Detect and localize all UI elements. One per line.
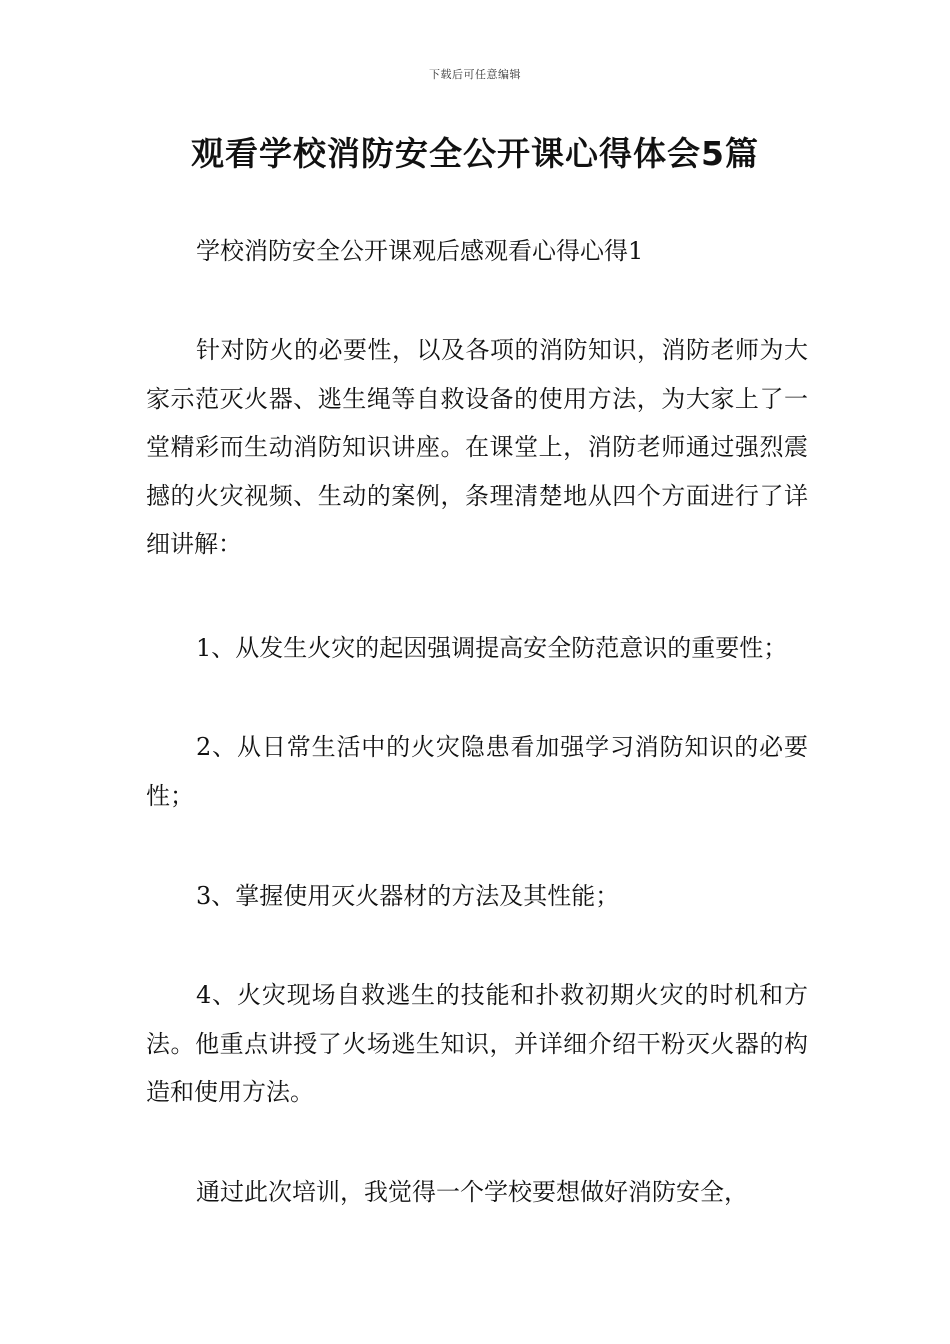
list-item-2: 2、从日常生活中的火灾隐患看加强学习消防知识的必要性； <box>146 733 808 810</box>
list-item-1: 1、从发生火灾的起因强调提高安全防范意识的重要性； <box>196 634 788 662</box>
list-item-4: 4、火灾现场自救逃生的技能和扑救初期火灾的时机和方法。他重点讲授了火场逃生知识，并详细介绍干粉灭火器的构造和使用方法。 <box>146 981 808 1106</box>
document-title: 观看学校消防安全公开课心得体会5篇 <box>191 134 759 173</box>
section-subtitle: 学校消防安全公开课观后感观看心得心得1 <box>196 237 644 265</box>
list-item-3: 3、掌握使用灭火器材的方法及其性能； <box>196 882 620 910</box>
paragraph-intro: 针对防火的必要性，以及各项的消防知识，消防老师为大家示范灭火器、逃生绳等自救设备的使用方法，为大家上了一堂精彩而生动消防知识讲座。在课堂上，消防老师通过强烈震撼的火灾视频、生动的案例，条理清楚地从四个方面进行了详细讲解： <box>146 336 808 558</box>
header-note: 下载后可任意编辑 <box>429 68 521 81</box>
paragraph-conclusion: 通过此次培训，我觉得一个学校要想做好消防安全， <box>196 1178 748 1206</box>
